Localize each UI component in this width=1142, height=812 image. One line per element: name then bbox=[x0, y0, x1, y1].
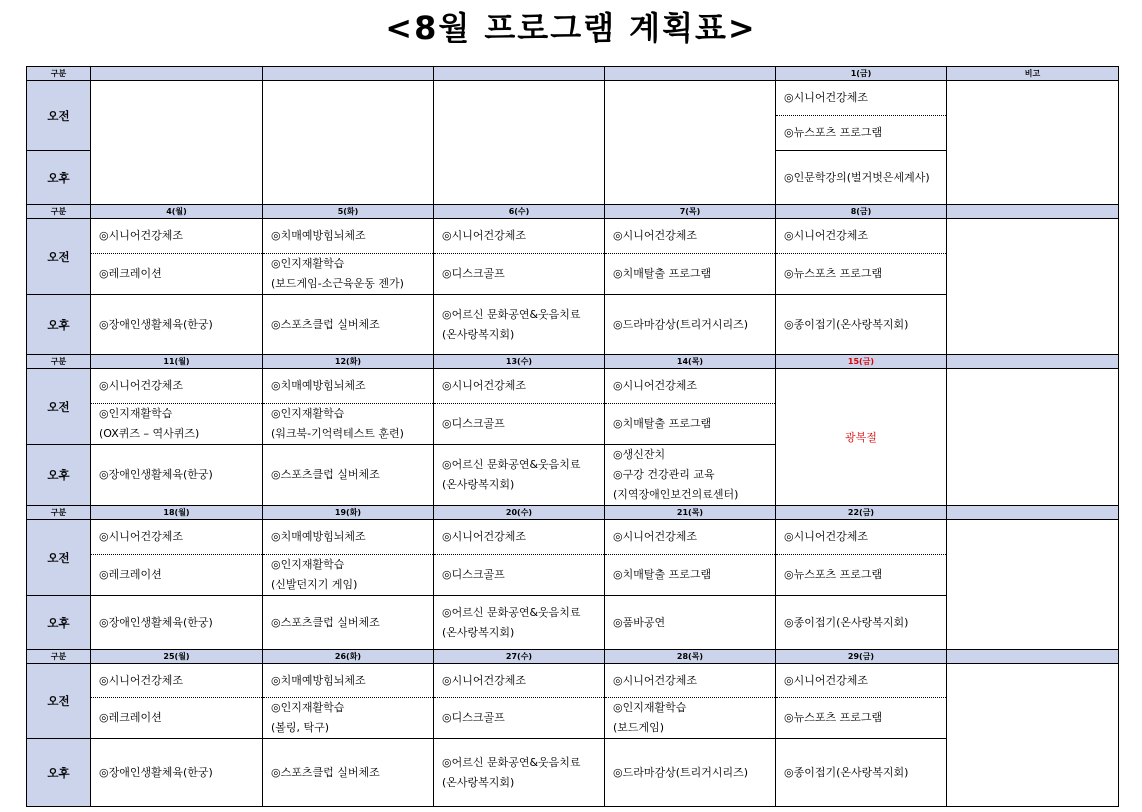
activity-line: ◎시니어건강체조 bbox=[784, 91, 868, 104]
activity-cell bbox=[434, 295, 605, 355]
day-header bbox=[605, 67, 776, 81]
activity-line: ◎시니어건강체조 bbox=[442, 673, 526, 687]
empty-cell bbox=[91, 81, 263, 205]
activity-line: ◎레크레이션 bbox=[99, 267, 162, 280]
activity-line: ◎시니어건강체조 bbox=[442, 379, 526, 392]
activity-cell bbox=[434, 404, 605, 445]
day-header: 26(화) bbox=[263, 650, 434, 664]
activity-line: ◎장애인생활체육(한궁) bbox=[99, 317, 213, 331]
activity-cell bbox=[605, 219, 776, 254]
activity-cell bbox=[91, 664, 263, 698]
activity-line: ◎시니어건강체조 bbox=[613, 530, 697, 543]
activity-cell bbox=[91, 404, 263, 445]
activity-cell bbox=[91, 369, 263, 404]
activity-cell bbox=[91, 596, 263, 650]
activity-line: ◎시니어건강체조 bbox=[613, 673, 697, 687]
activity-line: ◎스포츠클럽 실버체조 bbox=[271, 765, 380, 779]
day-header: 15(금) bbox=[776, 355, 947, 369]
activity-line: ◎시니어건강체조 bbox=[442, 530, 526, 543]
activity-cell bbox=[263, 596, 434, 650]
week-header-row bbox=[27, 355, 1119, 369]
remarks-cell bbox=[947, 369, 1119, 506]
day-header: 25(월) bbox=[91, 650, 263, 664]
day-header: 22(금) bbox=[776, 506, 947, 520]
activity-cell bbox=[263, 254, 434, 295]
activity-cell bbox=[605, 295, 776, 355]
activity-line: ◎시니어건강체조 bbox=[442, 229, 526, 242]
activity-cell bbox=[776, 254, 947, 295]
gubun-label: 구분 bbox=[27, 67, 91, 81]
week-header-row bbox=[27, 506, 1119, 520]
activity-line: ◎뉴스포츠 프로그램 bbox=[784, 568, 883, 581]
remarks-header bbox=[947, 205, 1119, 219]
page-title: <8월 프로그램 계획표> bbox=[385, 9, 757, 47]
activity-line: ◎스포츠클럽 실버체조 bbox=[271, 468, 380, 481]
activity-cell bbox=[91, 254, 263, 295]
am-label: 오전 bbox=[27, 219, 91, 295]
activity-cell bbox=[91, 520, 263, 555]
activity-line: ◎종이접기(온사랑복지회) bbox=[784, 317, 909, 331]
activity-cell bbox=[434, 555, 605, 596]
day-header: 18(월) bbox=[91, 506, 263, 520]
remarks-header bbox=[947, 506, 1119, 520]
am-row bbox=[27, 664, 1119, 698]
activity-cell bbox=[605, 596, 776, 650]
activity-line: ◎치매예방힘뇌체조 bbox=[271, 673, 366, 687]
am-label: 오전 bbox=[27, 664, 91, 739]
activity-line: ◎시니어건강체조 bbox=[99, 379, 183, 392]
activity-line: (보드게임) bbox=[613, 721, 665, 734]
am-row bbox=[27, 369, 1119, 404]
activity-line: ◎어르신 문화공연&웃음치료 bbox=[442, 755, 581, 769]
activity-cell bbox=[91, 295, 263, 355]
day-header: 11(월) bbox=[91, 355, 263, 369]
activity-line: ◎디스크골프 bbox=[442, 711, 505, 724]
remarks-cell bbox=[947, 81, 1119, 205]
activity-line: ◎치매예방힘뇌체조 bbox=[271, 379, 366, 392]
pm-label: 오후 bbox=[27, 445, 91, 506]
day-header: 4(월) bbox=[91, 205, 263, 219]
gubun-label: 구분 bbox=[27, 650, 91, 664]
day-header: 14(목) bbox=[605, 355, 776, 369]
activity-line: ◎레크레이션 bbox=[99, 711, 162, 724]
activity-line: ◎치매탈출 프로그램 bbox=[613, 417, 712, 430]
activity-cell bbox=[605, 404, 776, 445]
activity-line: (온사랑복지회) bbox=[442, 478, 515, 491]
activity-cell bbox=[776, 116, 947, 151]
day-header: 6(수) bbox=[434, 205, 605, 219]
activity-line: ◎시니어건강체조 bbox=[784, 530, 868, 543]
activity-cell bbox=[776, 219, 947, 254]
activity-line: ◎치매예방힘뇌체조 bbox=[271, 530, 366, 543]
activity-cell bbox=[434, 664, 605, 698]
remarks-header bbox=[947, 650, 1119, 664]
remarks-header bbox=[947, 355, 1119, 369]
activity-cell bbox=[776, 151, 947, 205]
activity-line: (온사랑복지회) bbox=[442, 775, 515, 789]
activity-line: (워크북-기억력테스트 훈련) bbox=[271, 427, 404, 440]
activity-line: ◎뉴스포츠 프로그램 bbox=[784, 126, 883, 139]
activity-line: ◎드라마감상(트리거시리즈) bbox=[613, 317, 749, 331]
activity-line: ◎시니어건강체조 bbox=[99, 673, 183, 687]
activity-cell bbox=[263, 295, 434, 355]
activity-cell bbox=[91, 219, 263, 254]
activity-line: ◎치매탈출 프로그램 bbox=[613, 267, 712, 280]
day-header: 28(목) bbox=[605, 650, 776, 664]
day-header bbox=[434, 67, 605, 81]
activity-cell bbox=[776, 555, 947, 596]
activity-cell bbox=[434, 219, 605, 254]
activity-cell bbox=[263, 739, 434, 807]
gubun-label: 구분 bbox=[27, 205, 91, 219]
activity-line: ◎어르신 문화공연&웃음치료 bbox=[442, 307, 581, 321]
activity-line: ◎어르신 문화공연&웃음치료 bbox=[442, 605, 581, 619]
activity-line: (온사랑복지회) bbox=[442, 625, 515, 639]
activity-cell bbox=[434, 596, 605, 650]
activity-cell bbox=[776, 81, 947, 116]
am-row bbox=[27, 219, 1119, 254]
activity-cell bbox=[605, 445, 776, 506]
activity-line: ◎드라마감상(트리거시리즈) bbox=[613, 765, 749, 779]
pm-label: 오후 bbox=[27, 151, 91, 205]
activity-cell bbox=[91, 739, 263, 807]
activity-cell bbox=[776, 295, 947, 355]
activity-cell bbox=[263, 219, 434, 254]
day-header: 8(금) bbox=[776, 205, 947, 219]
activity-line: ◎디스크골프 bbox=[442, 267, 505, 280]
activity-line: ◎인지재활학습 bbox=[271, 701, 345, 714]
activity-line: ◎생신잔치 bbox=[613, 448, 666, 461]
activity-line: ◎시니어건강체조 bbox=[99, 530, 183, 543]
activity-cell bbox=[434, 520, 605, 555]
day-header: 27(수) bbox=[434, 650, 605, 664]
activity-line: ◎장애인생활체육(한궁) bbox=[99, 765, 213, 779]
activity-cell bbox=[605, 520, 776, 555]
activity-cell bbox=[605, 698, 776, 739]
day-header: 19(화) bbox=[263, 506, 434, 520]
activity-cell bbox=[605, 664, 776, 698]
activity-line: ◎시니어건강체조 bbox=[784, 229, 868, 242]
activity-cell bbox=[605, 369, 776, 404]
gubun-label: 구분 bbox=[27, 355, 91, 369]
activity-cell bbox=[776, 698, 947, 739]
day-header: 1(금) bbox=[776, 67, 947, 81]
activity-line: (신발던지기 게임) bbox=[271, 578, 358, 591]
activity-line: (볼링, 탁구) bbox=[271, 721, 330, 734]
pm-label: 오후 bbox=[27, 739, 91, 807]
pm-label: 오후 bbox=[27, 596, 91, 650]
activity-line: ◎장애인생활체육(한궁) bbox=[99, 468, 213, 481]
activity-line: ◎종이접기(온사랑복지회) bbox=[784, 615, 909, 629]
empty-cell bbox=[263, 81, 434, 205]
day-header: 13(수) bbox=[434, 355, 605, 369]
activity-cell bbox=[605, 254, 776, 295]
gubun-label: 구분 bbox=[27, 506, 91, 520]
activity-cell bbox=[776, 664, 947, 698]
activity-line: ◎구강 건강관리 교육 bbox=[613, 468, 715, 481]
remarks-cell bbox=[947, 664, 1119, 807]
activity-cell bbox=[434, 254, 605, 295]
activity-cell bbox=[434, 445, 605, 506]
activity-cell bbox=[263, 369, 434, 404]
day-header: 29(금) bbox=[776, 650, 947, 664]
activity-line: ◎인문학강의(벌거벗은세계사) bbox=[784, 170, 930, 184]
activity-line: ◎인지재활학습 bbox=[271, 407, 345, 420]
activity-cell bbox=[434, 698, 605, 739]
activity-cell bbox=[263, 404, 434, 445]
activity-cell bbox=[434, 369, 605, 404]
activity-cell bbox=[605, 555, 776, 596]
empty-cell bbox=[605, 81, 776, 205]
activity-cell bbox=[263, 445, 434, 506]
activity-line: ◎시니어건강체조 bbox=[784, 673, 868, 687]
activity-line: (보드게임-소근육운동 젠가) bbox=[271, 277, 404, 290]
day-header bbox=[263, 67, 434, 81]
activity-cell bbox=[776, 739, 947, 807]
activity-line: ◎스포츠클럽 실버체조 bbox=[271, 317, 380, 331]
activity-line: ◎뉴스포츠 프로그램 bbox=[784, 711, 883, 724]
activity-cell bbox=[434, 739, 605, 807]
activity-line: ◎인지재활학습 bbox=[271, 257, 345, 270]
activity-cell bbox=[263, 664, 434, 698]
activity-cell bbox=[91, 445, 263, 506]
day-header: 7(목) bbox=[605, 205, 776, 219]
activity-line: ◎시니어건강체조 bbox=[613, 229, 697, 242]
activity-cell bbox=[91, 555, 263, 596]
am-row bbox=[27, 520, 1119, 555]
am-label: 오전 bbox=[27, 520, 91, 596]
empty-cell bbox=[434, 81, 605, 205]
activity-cell bbox=[605, 739, 776, 807]
holiday-cell: 광복절 bbox=[776, 369, 947, 506]
activity-cell bbox=[776, 596, 947, 650]
activity-line: ◎시니어건강체조 bbox=[99, 229, 183, 242]
remarks-header: 비고 bbox=[947, 67, 1119, 81]
pm-label: 오후 bbox=[27, 295, 91, 355]
activity-line: ◎치매탈출 프로그램 bbox=[613, 568, 712, 581]
am-label: 오전 bbox=[27, 81, 91, 151]
remarks-cell bbox=[947, 520, 1119, 650]
activity-line: ◎인지재활학습 bbox=[99, 407, 173, 420]
activity-line: ◎레크레이션 bbox=[99, 568, 162, 581]
activity-cell bbox=[263, 520, 434, 555]
am-row bbox=[27, 81, 1119, 116]
activity-line: (온사랑복지회) bbox=[442, 327, 515, 341]
activity-line: ◎시니어건강체조 bbox=[613, 379, 697, 392]
activity-line: ◎어르신 문화공연&웃음치료 bbox=[442, 458, 581, 471]
activity-line: ◎디스크골프 bbox=[442, 568, 505, 581]
activity-line: ◎디스크골프 bbox=[442, 417, 505, 430]
activity-line: ◎인지재활학습 bbox=[271, 558, 345, 571]
activity-line: ◎인지재활학습 bbox=[613, 701, 687, 714]
activity-line: ◎품바공연 bbox=[613, 615, 666, 629]
activity-cell bbox=[263, 698, 434, 739]
activity-line: ◎스포츠클럽 실버체조 bbox=[271, 615, 380, 629]
activity-line: ◎장애인생활체육(한궁) bbox=[99, 615, 213, 629]
day-header bbox=[91, 67, 263, 81]
day-header: 21(목) bbox=[605, 506, 776, 520]
activity-line: ◎치매예방힘뇌체조 bbox=[271, 229, 366, 242]
activity-cell bbox=[776, 520, 947, 555]
week-header-row bbox=[27, 67, 1119, 81]
activity-cell bbox=[263, 555, 434, 596]
day-header: 12(화) bbox=[263, 355, 434, 369]
activity-line: ◎종이접기(온사랑복지회) bbox=[784, 765, 909, 779]
activity-line: (OX퀴즈 – 역사퀴즈) bbox=[99, 427, 200, 440]
activity-cell bbox=[91, 698, 263, 739]
week-header-row bbox=[27, 650, 1119, 664]
week-header-row bbox=[27, 205, 1119, 219]
remarks-cell bbox=[947, 219, 1119, 355]
day-header: 5(화) bbox=[263, 205, 434, 219]
activity-line: ◎뉴스포츠 프로그램 bbox=[784, 267, 883, 280]
day-header: 20(수) bbox=[434, 506, 605, 520]
activity-line: (지역장애인보건의료센터) bbox=[613, 488, 739, 501]
schedule-table bbox=[26, 66, 1119, 807]
am-label: 오전 bbox=[27, 369, 91, 445]
